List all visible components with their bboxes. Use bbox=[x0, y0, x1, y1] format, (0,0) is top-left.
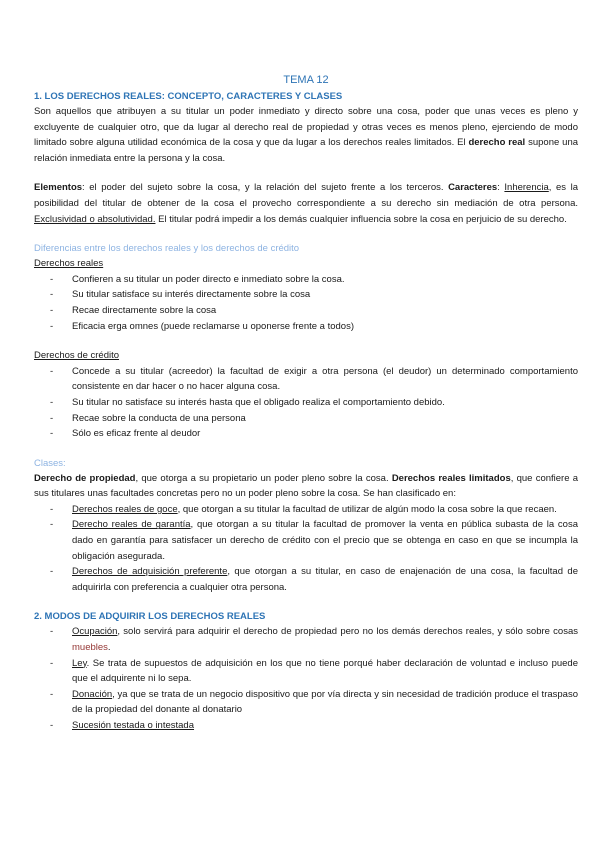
derechos-credito-list bbox=[34, 364, 578, 442]
list-item-text: , ya que se trata de un negocio dispositivo que por vía directa y sin necesidad de tradición produce el traspaso de la propiedad del donante al donatario bbox=[72, 688, 578, 716]
list-item-term: Donación bbox=[72, 688, 113, 700]
list-item-term: Derechos reales de goce bbox=[72, 503, 178, 515]
intro-paragraph bbox=[34, 104, 578, 166]
list-item bbox=[34, 718, 578, 734]
list-item-term: Sucesión testada o intestada bbox=[72, 720, 195, 731]
derechos-credito-label: Derechos de crédito bbox=[34, 350, 120, 362]
dash-bullet: - bbox=[50, 289, 54, 301]
list-item bbox=[34, 364, 578, 395]
list-item-text: Recae directamente sobre la cosa bbox=[72, 304, 217, 316]
dash-bullet: - bbox=[50, 720, 54, 731]
exclusividad-term: Exclusividad o absolutividad. bbox=[34, 213, 156, 225]
section-2-heading: 2. MODOS DE ADQUIRIR LOS DERECHOS REALES bbox=[34, 611, 266, 623]
elements-paragraph bbox=[34, 180, 578, 227]
inherencia-text: , es la posibilidad del titular de obtener de la cosa el provecho correspondiente a su derecho sin mediación de otra persona. bbox=[34, 182, 578, 209]
elements-label: Elementos bbox=[34, 182, 83, 194]
inherencia-term: Inherencia bbox=[504, 182, 549, 194]
intro-bold-term: derecho real bbox=[468, 137, 526, 149]
list-item-text: Su titular no satisface su interés hasta que el obligado realiza el comportamiento debido. bbox=[72, 396, 445, 408]
document-page bbox=[34, 72, 578, 734]
list-item-text: , que otorgan a su titular, en caso de enajenación de una cosa, la facultad de adquirirla con preferencia a cualquier otra persona. bbox=[72, 566, 578, 593]
list-item bbox=[34, 517, 578, 564]
clases-heading: Clases: bbox=[34, 457, 66, 469]
list-item bbox=[34, 287, 578, 303]
clases-list bbox=[34, 502, 578, 596]
list-item bbox=[34, 656, 578, 687]
dash-bullet: - bbox=[50, 503, 54, 515]
list-item-term: Derecho reales de garantía bbox=[72, 519, 191, 531]
caracteres-label: Caracteres bbox=[448, 182, 498, 194]
list-item-text: , solo servirá para adquirir el derecho de propiedad pero no los demás derechos reales, y sólo sobre cosas bbox=[117, 626, 578, 638]
intro-tail: supone una relación inmediata entre la persona y la cosa. bbox=[34, 137, 579, 164]
list-item bbox=[34, 502, 578, 518]
dash-bullet: - bbox=[50, 396, 54, 408]
exclusividad-text: El titular podrá impedir a los demás cualquier influencia sobre la cosa en perjuicio de su derecho. bbox=[155, 213, 567, 225]
list-item-term: Derechos de adquisición preferente bbox=[72, 566, 228, 578]
list-item-tail: . bbox=[107, 642, 111, 654]
list-item-text: , que otorgan a su titular la facultad de promover la venta en pública subasta de la cosa dado en garantía para satisfacer un derecho de crédito con el precio que se obtenga en caso en que se incumpla la obligación asegurada. bbox=[72, 519, 578, 562]
dash-bullet: - bbox=[50, 304, 54, 316]
dash-bullet: - bbox=[50, 566, 54, 578]
dash-bullet: - bbox=[50, 688, 54, 700]
dash-bullet: - bbox=[50, 320, 54, 332]
list-item bbox=[34, 411, 578, 427]
derechos-reales-label: Derechos reales bbox=[34, 258, 104, 270]
diferencias-heading: Diferencias entre los derechos reales y los derechos de crédito bbox=[34, 243, 300, 255]
list-item-text: Confieren a su titular un poder directo e inmediato sobre la cosa. bbox=[72, 273, 345, 285]
elements-text: : el poder del sujeto sobre la cosa, y la relación del sujeto frente a los terceros. bbox=[82, 182, 449, 194]
list-item bbox=[34, 564, 578, 595]
list-item bbox=[34, 624, 578, 655]
dash-bullet: - bbox=[50, 657, 54, 669]
list-item bbox=[34, 426, 578, 442]
section-1-heading: 1. LOS DERECHOS REALES: CONCEPTO, CARACTERES Y CLASES bbox=[34, 91, 343, 102]
list-item-text: Concede a su titular (acreedor) la facultad de exigir a otra persona (el deudor) un determinado comportamiento consistente en dar hacer o no hacer alguna cosa. bbox=[72, 365, 578, 393]
list-item-term: Ley bbox=[72, 657, 87, 669]
list-item-text: Recae sobre la conducta de una persona bbox=[72, 412, 246, 424]
list-item-text: . Se trata de supuestos de adquisición en los que no tiene porqué haber declaración de voluntad e incluso puede que el adquirente ni lo sepa. bbox=[72, 657, 578, 685]
page-title: TEMA 12 bbox=[283, 74, 329, 86]
clases-paragraph bbox=[34, 471, 578, 502]
dash-bullet: - bbox=[50, 519, 54, 531]
propiedad-term: Derecho de propiedad bbox=[34, 472, 136, 484]
dash-bullet: - bbox=[50, 273, 54, 285]
list-item bbox=[34, 395, 578, 411]
list-item bbox=[34, 272, 578, 288]
list-item-text: , que otorgan a su titular la facultad de utilizar de algún modo la cosa sobre la que recaen. bbox=[177, 503, 557, 515]
list-item-term: Ocupación bbox=[72, 626, 118, 638]
limitados-text: , que confiere a sus titulares unas facultades concretas pero no un poder pleno sobre la cosa. Se han clasificado en: bbox=[34, 472, 579, 500]
list-item bbox=[34, 303, 578, 319]
dash-bullet: - bbox=[50, 428, 54, 440]
muebles-highlight: muebles bbox=[72, 642, 108, 654]
dash-bullet: - bbox=[50, 626, 54, 638]
modos-list bbox=[34, 624, 578, 733]
derechos-reales-list bbox=[34, 272, 578, 334]
list-item-text: Eficacia erga omnes (puede reclamarse u oponerse frente a todos) bbox=[72, 320, 354, 332]
propiedad-text: , que otorga a su propietario un poder pleno sobre la cosa. bbox=[135, 472, 392, 484]
limitados-term: Derechos reales limitados bbox=[391, 472, 511, 484]
list-item bbox=[34, 319, 578, 335]
dash-bullet: - bbox=[50, 365, 54, 377]
intro-text: Son aquellos que atribuyen a su titular un poder inmediato y directo sobre una cosa, poder que unas veces es pleno y excluyente de cualquier otro, que da lugar al derecho real de propiedad y otras veces es menos pleno, ejerciendo de modo limitado sobre alguna utilidad económica de la cosa y que da lugar a los derechos reales limitados. El bbox=[34, 106, 578, 149]
list-item-text: Su titular satisface su interés directamente sobre la cosa bbox=[72, 289, 311, 301]
list-item bbox=[34, 687, 578, 718]
caracteres-colon: : bbox=[497, 182, 505, 194]
dash-bullet: - bbox=[50, 412, 54, 424]
list-item-text: Sólo es eficaz frente al deudor bbox=[72, 428, 201, 440]
